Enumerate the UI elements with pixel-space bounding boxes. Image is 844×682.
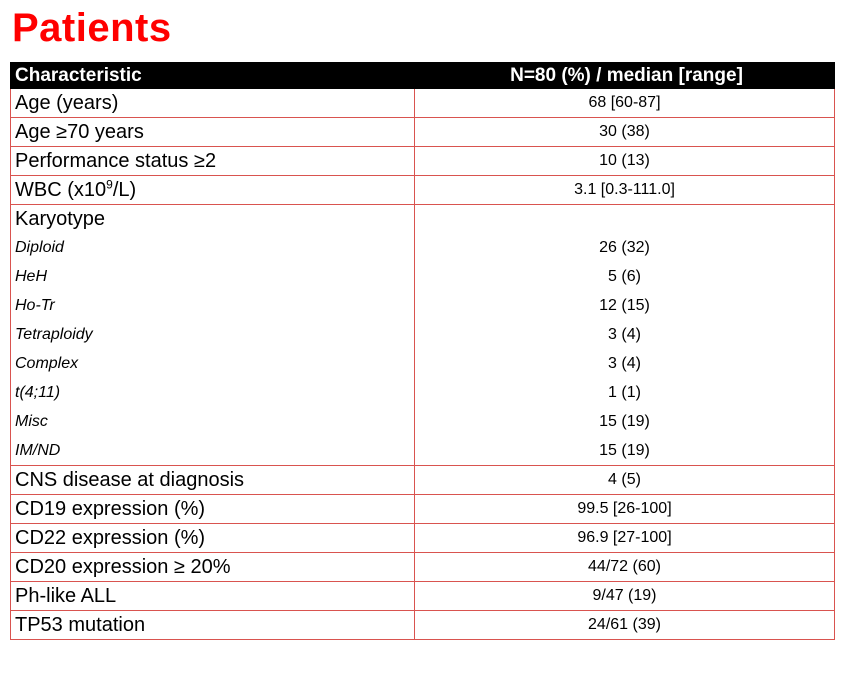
row-value: 9/47 (19) <box>415 582 835 611</box>
subrow-label: t(4;11) <box>11 378 415 407</box>
table-row <box>11 89 835 118</box>
karyotype-heading-row <box>11 205 835 234</box>
subrow-label: HeH <box>11 262 415 291</box>
karyotype-subrow <box>11 320 835 349</box>
subrow-value: 3 (4) <box>415 320 835 349</box>
wbc-label-suffix: /L) <box>112 179 137 201</box>
row-value: 68 [60-87] <box>415 89 835 118</box>
table-row <box>11 611 835 640</box>
karyotype-subrow <box>11 436 835 466</box>
subrow-label: Tetraploidy <box>11 320 415 349</box>
row-label: Performance status ≥2 <box>11 147 415 176</box>
row-value: 4 (5) <box>415 466 835 495</box>
page-title: Patients <box>12 6 172 50</box>
patients-table <box>10 62 835 640</box>
subrow-label: Ho-Tr <box>11 291 415 320</box>
row-label: Ph-like ALL <box>11 582 415 611</box>
row-label: CD20 expression ≥ 20% <box>11 553 415 582</box>
subrow-value: 15 (19) <box>415 407 835 436</box>
subrow-value: 12 (15) <box>415 291 835 320</box>
subrow-label: Complex <box>11 349 415 378</box>
karyotype-subrow <box>11 407 835 436</box>
table-header-row <box>11 63 835 89</box>
row-label: Age (years) <box>11 89 415 118</box>
subrow-label: Diploid <box>11 233 415 262</box>
row-value: 30 (38) <box>415 118 835 147</box>
karyotype-subrow <box>11 378 835 407</box>
row-label: Age ≥70 years <box>11 118 415 147</box>
karyotype-subrow <box>11 349 835 378</box>
row-label: CD22 expression (%) <box>11 524 415 553</box>
table-row <box>11 176 835 205</box>
table-row <box>11 553 835 582</box>
row-label: TP53 mutation <box>11 611 415 640</box>
row-value: 44/72 (60) <box>415 553 835 582</box>
karyotype-subrow <box>11 291 835 320</box>
row-value: 3.1 [0.3-111.0] <box>415 176 835 205</box>
subrow-value: 1 (1) <box>415 378 835 407</box>
row-value: 10 (13) <box>415 147 835 176</box>
table-row <box>11 524 835 553</box>
karyotype-label: Karyotype <box>11 205 415 234</box>
row-value: 96.9 [27-100] <box>415 524 835 553</box>
header-value: N=80 (%) / median [range] <box>415 63 835 89</box>
table-row <box>11 118 835 147</box>
subrow-value: 15 (19) <box>415 436 835 466</box>
header-characteristic: Characteristic <box>11 63 415 89</box>
row-value: 99.5 [26-100] <box>415 495 835 524</box>
karyotype-value-empty <box>415 205 835 234</box>
subrow-value: 3 (4) <box>415 349 835 378</box>
table-row <box>11 495 835 524</box>
karyotype-subrow <box>11 262 835 291</box>
karyotype-subrow <box>11 233 835 262</box>
row-label: CNS disease at diagnosis <box>11 466 415 495</box>
wbc-label-prefix: WBC (x10 <box>15 179 107 201</box>
table-row <box>11 466 835 495</box>
subrow-value: 26 (32) <box>415 233 835 262</box>
subrow-value: 5 (6) <box>415 262 835 291</box>
row-value: 24/61 (39) <box>415 611 835 640</box>
table-row <box>11 582 835 611</box>
table-row <box>11 147 835 176</box>
wbc-label-superscript: 9 <box>106 177 113 192</box>
subrow-label: Misc <box>11 407 415 436</box>
row-label: CD19 expression (%) <box>11 495 415 524</box>
subrow-label: IM/ND <box>11 436 415 466</box>
row-label-wbc <box>11 176 415 205</box>
